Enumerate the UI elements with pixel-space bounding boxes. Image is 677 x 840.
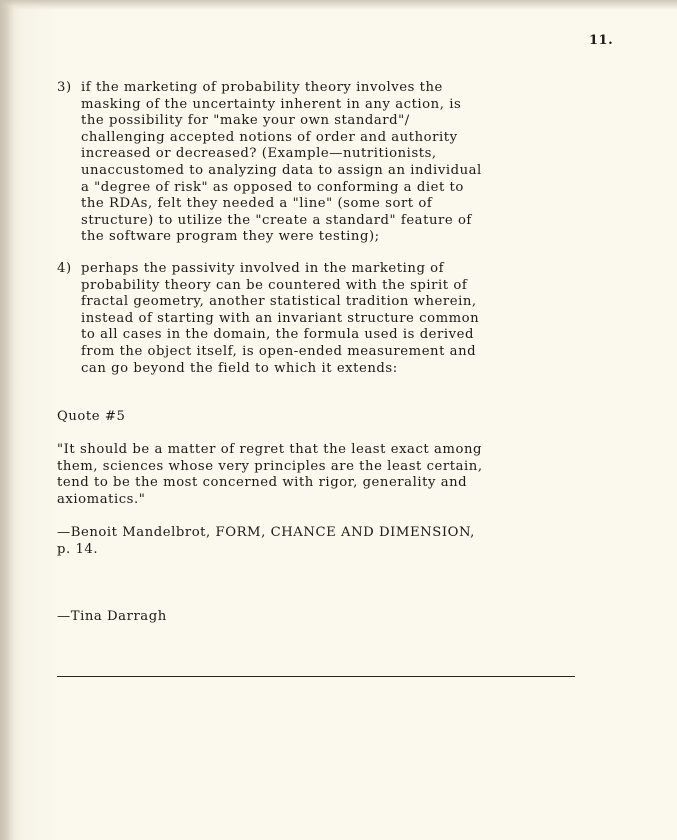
text-line: if the marketing of probability theory involves the [81,80,443,95]
text-line: to all cases in the domain, the formula used is derived [81,327,475,343]
list-marker-3: 3) [57,80,72,95]
text-line: unaccustomed to analyzing data to assign an individual [81,162,482,178]
text-line: increased or decreased? (Example—nutritionists, [81,146,437,162]
list-item-3-body [81,80,482,246]
list-item-4 [57,261,480,377]
text-line: structure) to utilize the "create a standard" feature of [81,212,472,228]
binding-shadow [0,0,14,840]
author-signature: —Tina Darragh [57,609,167,624]
text-line: challenging accepted notions of order and authority [81,129,458,145]
text-line: the RDAs, felt they needed a "line" (some sort of [81,196,433,212]
list-item-4-body [81,261,479,377]
text-line: probability theory can be countered with the spirit of [81,277,468,293]
quote-label: Quote #5 [57,409,126,424]
quote-line: them, sciences whose very principles are the least certain, [57,458,483,474]
quote-line: tend to be the most concerned with rigor, generality and [57,475,468,491]
text-line: the possibility for "make your own standard"/ [81,113,410,129]
citation-line: p. 14. [57,541,99,557]
citation-line: —Benoit Mandelbrot, FORM, CHANCE AND DIMENSION, [57,525,475,540]
list-marker-4: 4) [57,261,72,276]
text-line: from the object itself, is open-ended measurement and [81,343,477,359]
text-line: the software program they were testing); [81,229,380,245]
top-edge-shadow [0,0,677,10]
text-line: perhaps the passivity involved in the marketing of [81,261,445,276]
text-line: instead of starting with an invariant structure common [81,310,480,326]
text-line: a "degree of risk" as opposed to conforming a diet to [81,179,464,195]
text-line: can go beyond the field to which it extends: [81,360,398,376]
bottom-rule [57,676,575,677]
list-item-3 [57,80,482,246]
quote-citation [57,525,475,558]
page-number: 11. [589,33,614,48]
text-line: masking of the uncertainty inherent in any action, is [81,96,462,112]
quote-text [57,442,483,508]
quote-line: "It should be a matter of regret that the least exact among [57,442,482,457]
quote-line: axiomatics." [57,491,146,507]
text-line: fractal geometry, another statistical tradition wherein, [81,294,477,310]
